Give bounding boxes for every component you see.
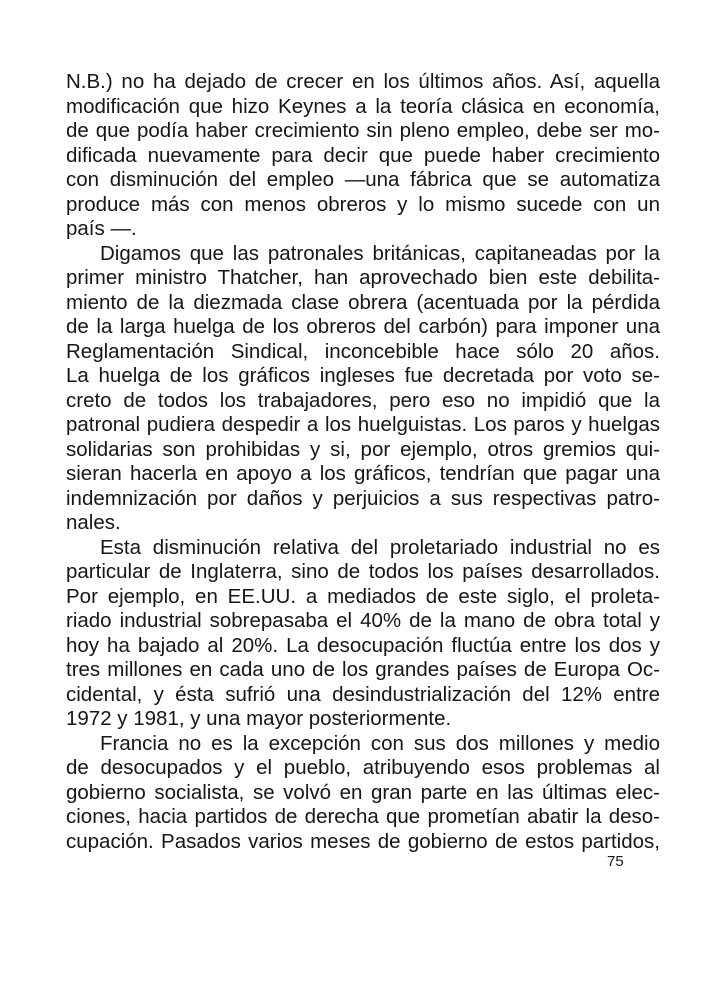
text-line: cidental, y ésta sufrió una desindustrialización del 12% entre [66, 682, 660, 706]
text-line: Esta disminución relativa del proletariado industrial no es [100, 535, 660, 559]
paragraph [66, 242, 660, 536]
text-line: hoy ha bajado al 20%. La desocupación fluctúa entre los dos y [66, 633, 660, 657]
text-line: primer ministro Thatcher, han aprovechado bien este debilita- [66, 266, 660, 289]
page-number: 75 [607, 853, 624, 870]
text-line: Digamos que las patronales británicas, capitaneadas por la [100, 241, 660, 265]
text-line: patronal pudiera despedir a los huelguistas. Los paros y huelgas [66, 413, 660, 436]
text-line: dificada nuevamente para decir que puede haber crecimiento [66, 143, 660, 167]
text-line: cupación. Pasados varios meses de gobierno de estos partidos, [66, 829, 660, 853]
text-line: Francia no es la excepción con sus dos millones y medio [100, 731, 660, 755]
text-line: de que podía haber crecimiento sin pleno empleo, debe ser mo- [66, 119, 660, 142]
text-line: país —. [66, 217, 137, 240]
text-line: sieran hacerla en apoyo a los gráficos, tendrían que pagar una [66, 462, 660, 485]
text-line: Reglamentación Sindical, inconcebible hace sólo 20 años. [66, 339, 660, 363]
text-line: 1972 y 1981, y una mayor posteriormente. [66, 707, 452, 730]
text-line: tres millones en cada uno de los grandes países de Europa Oc- [66, 658, 660, 681]
text-line: gobierno socialista, se volvó en gran parte en las últimas elec- [66, 780, 660, 804]
text-line: ciones, hacia partidos de derecha que prometían abatir la deso- [66, 805, 660, 828]
text-line: modificación que hizo Keynes a la teoría clásica en economía, [66, 94, 660, 118]
text-line: de la larga huelga de los obreros del carbón) para imponer una [66, 315, 660, 338]
text-line: con disminución del empleo —una fábrica que se automatiza [66, 168, 660, 191]
text-line: miento de la diezmada clase obrera (acentuada por la pérdida [66, 290, 660, 314]
paragraph [66, 70, 660, 242]
text-line: N.B.) no ha dejado de crecer en los últimos años. Así, aquella [66, 70, 660, 93]
text-line: riado industrial sobrepasaba el 40% de la mano de obra total y [66, 609, 660, 632]
document-page [66, 70, 660, 854]
text-line: Por ejemplo, en EE.UU. a mediados de este siglo, el proleta- [66, 584, 660, 608]
text-line: nales. [66, 511, 121, 534]
text-line: La huelga de los gráficos ingleses fue decretada por voto se- [66, 364, 660, 387]
text-line: indemnización por daños y perjuicios a sus respectivas patro- [66, 486, 660, 510]
paragraph [66, 536, 660, 732]
text-line: produce más con menos obreros y lo mismo sucede con un [66, 192, 660, 216]
text-line: solidarias son prohibidas y si, por ejemplo, otros gremios qui- [66, 437, 660, 461]
text-line: creto de todos los trabajadores, pero eso no impidió que la [66, 388, 660, 412]
text-line: particular de Inglaterra, sino de todos los países desarrollados. [66, 560, 660, 583]
text-line: de desocupados y el pueblo, atribuyendo esos problemas al [66, 756, 660, 779]
body-text [66, 70, 660, 854]
paragraph [66, 732, 660, 855]
